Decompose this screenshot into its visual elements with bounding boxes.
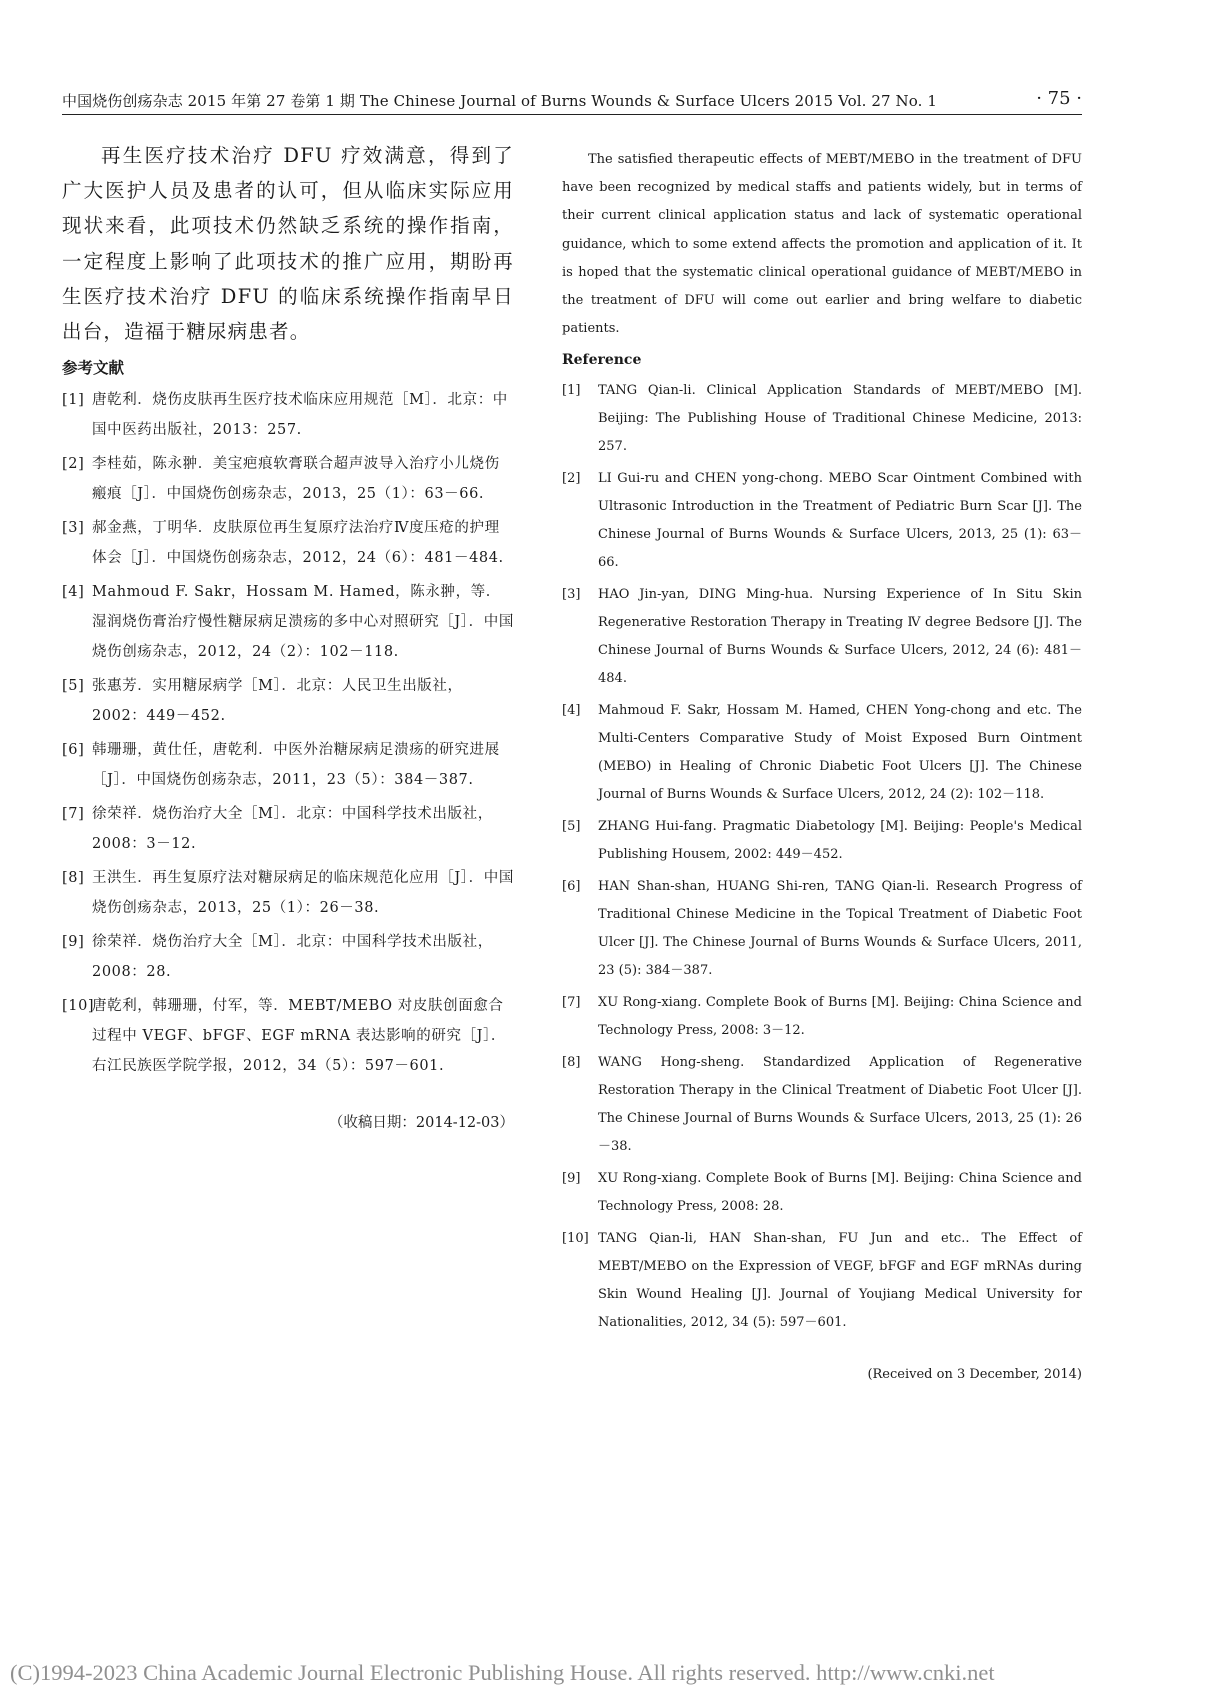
reference-number: [4]: [62, 584, 85, 601]
reference-text: 张惠芳．实用糖尿病学［M］．北京：人民卫生出版社，2002：449－452.: [92, 678, 463, 725]
reference-number: [9]: [62, 934, 85, 951]
english-reference-item: [562, 697, 1082, 809]
english-reference-item: [562, 813, 1082, 869]
reference-text: XU Rong-xiang. Complete Book of Burns [M]. Beijing: China Science and Technology Press, 2008: 3－12.: [598, 995, 1082, 1039]
page-number: · 75 ·: [1036, 88, 1082, 109]
reference-number: [9]: [562, 1171, 581, 1187]
reference-number: [7]: [562, 995, 581, 1011]
reference-number: [1]: [62, 392, 85, 409]
copyright-watermark: (C)1994-2023 China Academic Journal Electronic Publishing House. All rights reserved. http://www.cnki.net: [10, 1660, 995, 1685]
reference-text: 唐乾利．烧伤皮肤再生医疗技术临床应用规范［M］．北京：中国中医药出版社，2013：257.: [92, 392, 508, 439]
english-reference-heading: Reference: [562, 352, 642, 369]
reference-text: XU Rong-xiang. Complete Book of Burns [M]. Beijing: China Science and Technology Press, 2008: 28.: [598, 1171, 1082, 1215]
reference-text: HAN Shan-shan, HUANG Shi-ren, TANG Qian-li. Research Progress of Traditional Chinese Medicine in the Topical Treatment of Diabetic Foot Ulcer [J]. The Chinese Journal of Burns Wounds & Surface Ulcers, 2011, 23 (5): 384－387.: [598, 879, 1082, 979]
reference-number: [4]: [562, 703, 581, 719]
english-received-date: (Received on 3 December, 2014): [867, 1367, 1082, 1383]
english-conclusion-paragraph: The satisfied therapeutic effects of MEBT/MEBO in the treatment of DFU have been recognized by medical staffs and patients widely, but in terms of their current clinical application status and lack of systematic operational guidance, which to some extend affects the promotion and application of it. It is hoped that the systematic clinical operational guidance of MEBT/MEBO in the treatment of DFU will come out earlier and bring welfare to diabetic patients.: [562, 152, 1082, 337]
chinese-reference-item: [62, 513, 514, 573]
reference-number: [3]: [62, 520, 85, 537]
english-reference-item: [562, 1225, 1082, 1337]
chinese-reference-item: [62, 735, 514, 795]
chinese-conclusion-paragraph: 再生医疗技术治疗 DFU 疗效满意，得到了广大医护人员及患者的认可，但从临床实际应用现状来看，此项技术仍然缺乏系统的操作指南，一定程度上影响了此项技术的推广应用，期盼再生医疗技术治疗 DFU 的临床系统操作指南早日出台，造福于糖尿病患者。: [62, 144, 514, 344]
english-reference-item: [562, 465, 1082, 577]
reference-text: 徐荣祥．烧伤治疗大全［M］．北京：中国科学技术出版社，2008：28.: [92, 934, 493, 981]
reference-text: LI Gui-ru and CHEN yong-chong. MEBO Scar Ointment Combined with Ultrasonic Introduction in the Treatment of Pediatric Burn Scar [J]. The Chinese Journal of Burns Wounds & Surface Ulcers, 2013, 25 (1): 63－66.: [598, 471, 1082, 571]
english-reference-item: [562, 377, 1082, 461]
running-header: [62, 88, 1082, 115]
reference-number: [1]: [562, 383, 581, 399]
chinese-reference-item: [62, 385, 514, 445]
reference-number: [5]: [562, 819, 581, 835]
chinese-reference-item: [62, 927, 514, 987]
reference-text: 李桂茹，陈永翀．美宝疤痕软膏联合超声波导入治疗小儿烧伤瘢痕［J］．中国烧伤创疡杂志，2013，25（1）：63－66.: [92, 456, 500, 503]
chinese-received-date: （收稿日期：2014-12-03）: [328, 1115, 514, 1132]
english-reference-item: [562, 1165, 1082, 1221]
reference-number: [8]: [62, 870, 85, 887]
reference-text: WANG Hong-sheng. Standardized Application of Regenerative Restoration Therapy in the Clinical Treatment of Diabetic Foot Ulcer [J]. The Chinese Journal of Burns Wounds & Surface Ulcers, 2013, 25 (1): 26－38.: [598, 1055, 1082, 1155]
reference-text: 唐乾利，韩珊珊，付军，等．MEBT/MEBO 对皮肤创面愈合过程中 VEGF、bFGF、EGF mRNA 表达影响的研究［J］．右江民族医学院学报，2012，34（5）：597－601.: [92, 998, 507, 1075]
reference-number: [5]: [62, 678, 85, 695]
reference-text: 郝金燕，丁明华．皮肤原位再生复原疗法治疗Ⅳ度压疮的护理体会［J］．中国烧伤创疡杂志，2012，24（6）：481－484.: [92, 520, 504, 567]
english-reference-item: [562, 989, 1082, 1045]
journal-header: 中国烧伤创疡杂志 2015 年第 27 卷第 1 期 The Chinese Journal of Burns Wounds & Surface Ulcers 2015 Vol. 27 No. 1: [62, 92, 938, 110]
chinese-reference-item: [62, 577, 514, 667]
reference-number: [10]: [562, 1231, 589, 1247]
english-reference-item: [562, 581, 1082, 693]
english-column: [562, 146, 1082, 1382]
chinese-reference-item: [62, 671, 514, 731]
reference-text: TANG Qian-li. Clinical Application Standards of MEBT/MEBO [M]. Beijing: The Publishing House of Traditional Chinese Medicine, 2013: 257.: [598, 383, 1082, 455]
chinese-column: [62, 138, 514, 1132]
reference-number: [2]: [62, 456, 85, 473]
reference-text: Mahmoud F. Sakr, Hossam M. Hamed, CHEN Yong-chong and etc. The Multi-Centers Comparative Study of Moist Exposed Burn Ointment (MEBO) in Healing of Chronic Diabetic Foot Ulcers [J]. The Chinese Journal of Burns Wounds & Surface Ulcers, 2012, 24 (2): 102－118.: [598, 703, 1082, 803]
reference-number: [7]: [62, 806, 85, 823]
reference-text: HAO Jin-yan, DING Ming-hua. Nursing Experience of In Situ Skin Regenerative Restoration Therapy in Treating Ⅳ degree Bedsore [J]. The Chinese Journal of Burns Wounds & Surface Ulcers, 2012, 24 (6): 481－484.: [598, 587, 1082, 687]
reference-text: TANG Qian-li, HAN Shan-shan, FU Jun and etc.. The Effect of MEBT/MEBO on the Expression of VEGF, bFGF and EGF mRNAs during Skin Wound Healing [J]. Journal of Youjiang Medical University for Nationalities, 2012, 34 (5): 597－601.: [598, 1231, 1082, 1331]
chinese-reference-heading: 参考文献: [62, 358, 125, 378]
english-reference-item: [562, 1049, 1082, 1161]
chinese-reference-item: [62, 449, 514, 509]
chinese-reference-item: [62, 799, 514, 859]
reference-number: [10]: [62, 998, 95, 1015]
reference-text: 徐荣祥．烧伤治疗大全［M］．北京：中国科学技术出版社，2008：3－12.: [92, 806, 493, 853]
reference-text: Mahmoud F. Sakr，Hossam M. Hamed，陈永翀，等．湿润烧伤膏治疗慢性糖尿病足溃疡的多中心对照研究［J］．中国烧伤创疡杂志，2012，24（2）：102－118.: [92, 584, 514, 661]
reference-number: [3]: [562, 587, 581, 603]
reference-number: [8]: [562, 1055, 581, 1071]
reference-number: [6]: [562, 879, 581, 895]
english-reference-item: [562, 873, 1082, 985]
chinese-reference-item: [62, 991, 514, 1081]
chinese-reference-item: [62, 863, 514, 923]
reference-text: ZHANG Hui-fang. Pragmatic Diabetology [M]. Beijing: People's Medical Publishing Housem, 2002: 449－452.: [598, 819, 1082, 863]
reference-text: 王洪生．再生复原疗法对糖尿病足的临床规范化应用［J］．中国烧伤创疡杂志，2013，25（1）：26－38.: [92, 870, 514, 917]
reference-number: [6]: [62, 742, 85, 759]
reference-number: [2]: [562, 471, 581, 487]
reference-text: 韩珊珊，黄仕任，唐乾利．中医外治糖尿病足溃疡的研究进展［J］．中国烧伤创疡杂志，2011，23（5）：384－387.: [92, 742, 500, 789]
